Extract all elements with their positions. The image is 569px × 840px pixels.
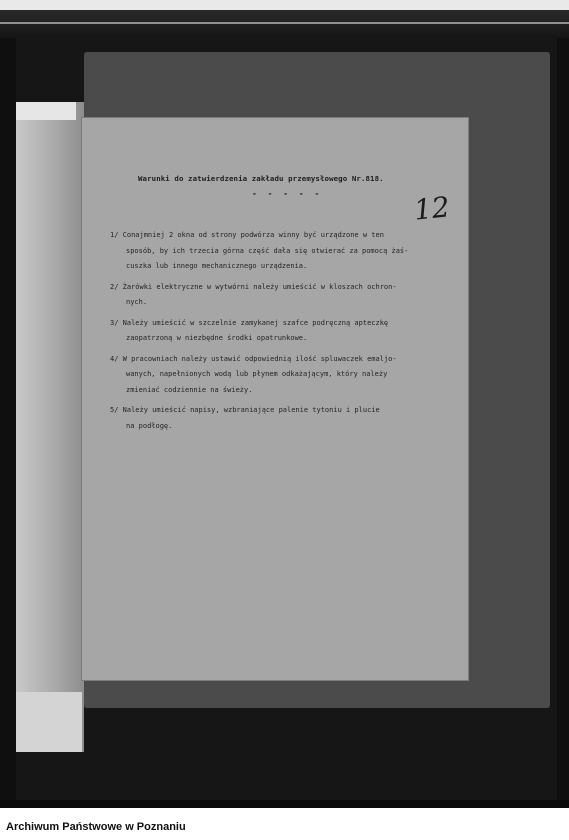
condition-item-1: [110, 228, 460, 275]
condition-item-5: [110, 403, 460, 434]
document-title: Warunki do zatwierdzenia zakładu przemysłowego Nr.818.: [138, 174, 384, 183]
item-line: sposób, by ich trzecia górna część dała się otwierać za pomocą żaś-: [126, 246, 409, 255]
title-dashes: - - - - -: [252, 189, 323, 198]
item-line: 1/ Conajmniej 2 okna od strony podwórza winny być urządzone w ten: [110, 231, 384, 239]
item-line: nych.: [126, 298, 148, 306]
condition-item-3: [110, 316, 460, 347]
item-line: zmieniać codziennie na świeży.: [126, 385, 253, 394]
item-line: na podłogę.: [126, 421, 173, 430]
binding-edge: [16, 102, 84, 752]
item-line: 5/ Należy umieścić napisy, wzbraniające palenie tytoniu i plucie: [110, 406, 380, 414]
item-line: zaopatrzoną w niezbędne środki opatrunkowe.: [126, 334, 308, 342]
item-line: 2/ Żarówki elektryczne w wytwórni należy umieścić w kloszach ochron-: [110, 282, 397, 291]
archive-footer: [0, 808, 569, 840]
document-page: [82, 118, 468, 680]
item-line: 3/ Należy umieścić w szczelnie zamykanej szafce podręczną apteczkę: [110, 318, 389, 327]
item-line: cuszka lub innego mechanicznego urządzenia.: [126, 262, 308, 270]
conditions-list: [110, 228, 460, 439]
top-strip: [0, 0, 569, 10]
handwritten-page-number: 12: [412, 190, 452, 227]
condition-item-2: [110, 280, 460, 311]
item-line: wanych, napełnionych wodą lub płynem odkażającym, który należy: [126, 370, 388, 378]
condition-item-4: [110, 352, 460, 399]
item-line: 4/ W pracowniach należy ustawić odpowiednią ilość spluwaczek emaljo-: [110, 354, 397, 363]
archive-name: Archiwum Państwowe w Poznaniu: [6, 821, 186, 833]
scan-header-band: [0, 10, 569, 38]
scan-bottom-band: [0, 800, 569, 808]
